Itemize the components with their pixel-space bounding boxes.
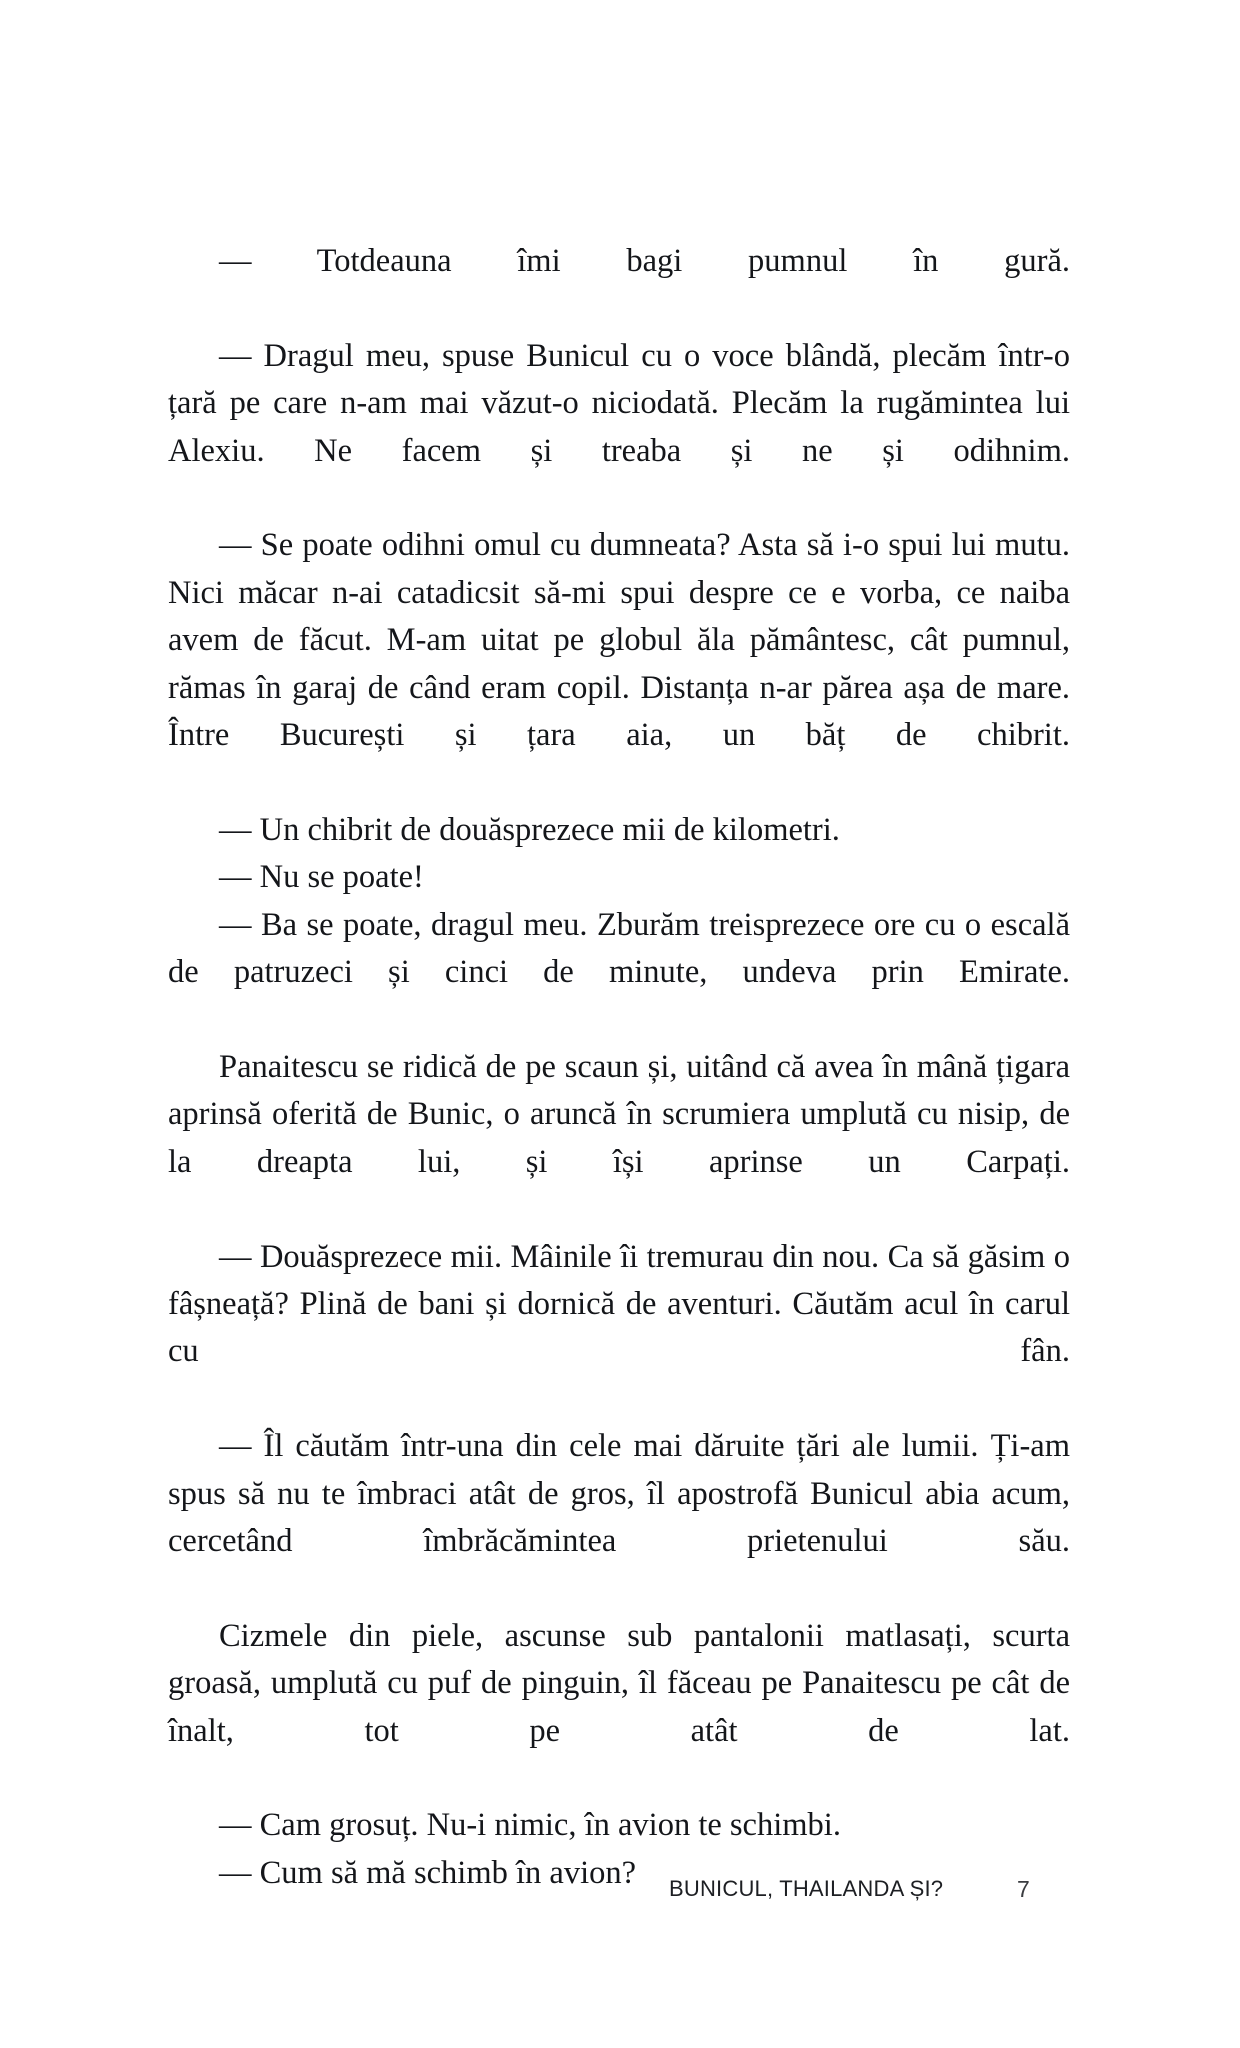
paragraph: — Douăsprezece mii. Mâinile îi tremurau din nou. Ca să găsim o fâșneață? Plină de bani și dornică de aventuri. Căutăm acul în carul cu fân. xyxy=(168,1238,1070,1370)
paragraph: — Nu se poate! xyxy=(219,859,424,896)
paragraph: — Ba se poate, dragul meu. Zburăm treisprezece ore cu o escală de patruzeci și cinci de minute, undeva prin Emirate. xyxy=(168,906,1070,991)
paragraph: — Îl căutăm într-una din cele mai dăruite țări ale lumii. Ți-am spus să nu te îmbraci atât de gros, îl apostrofă Bunicul abia acum, cercetând îmbrăcămintea prietenului său. xyxy=(168,1428,1070,1559)
paragraph: — Se poate odihni omul cu dumneata? Asta să i-o spui lui mutu. Nici măcar n-ai catadicsit să-mi spui despre ce e vorba, ce naiba avem de făcut. M-am uitat pe globul ăla pământesc, cât pumnul, rămas în garaj de când eram copil. Distanța n-ar părea așa de mare. Între București și țara aia, un băț de chibrit. xyxy=(168,527,1070,754)
running-head: BUNICUL, THAILANDA ȘI? xyxy=(669,1876,944,1901)
paragraph: — Cum să mă schimb în avion? xyxy=(219,1854,637,1891)
page-number: 7 xyxy=(1017,1876,1030,1902)
paragraph: — Totdeauna îmi bagi pumnul în gură. xyxy=(219,243,1070,279)
paragraph: — Un chibrit de douăsprezece mii de kilometri. xyxy=(219,811,840,848)
page-body-text xyxy=(168,238,1070,1897)
paragraph: Panaitescu se ridică de pe scaun și, uitând că avea în mână țigara aprinsă oferită de Bunic, o aruncă în scrumiera umplută cu nisip, de la dreapta lui, și își aprinse un Carpați. xyxy=(168,1048,1070,1180)
paragraph: — Cam grosuț. Nu-i nimic, în avion te schimbi. xyxy=(219,1807,841,1844)
paragraph: — Dragul meu, spuse Bunicul cu o voce blândă, plecăm într-o țară pe care n-am mai văzut-o niciodată. Plecăm la rugămintea lui Alexiu. Ne facem și treaba și ne și odihnim. xyxy=(168,337,1070,469)
paragraph: Cizmele din piele, ascunse sub pantalonii matlasați, scurta groasă, umplută cu puf de pinguin, îl făceau pe Panaitescu pe cât de înalt, tot pe atât de lat. xyxy=(168,1617,1070,1749)
page-footer xyxy=(0,1876,1240,1916)
